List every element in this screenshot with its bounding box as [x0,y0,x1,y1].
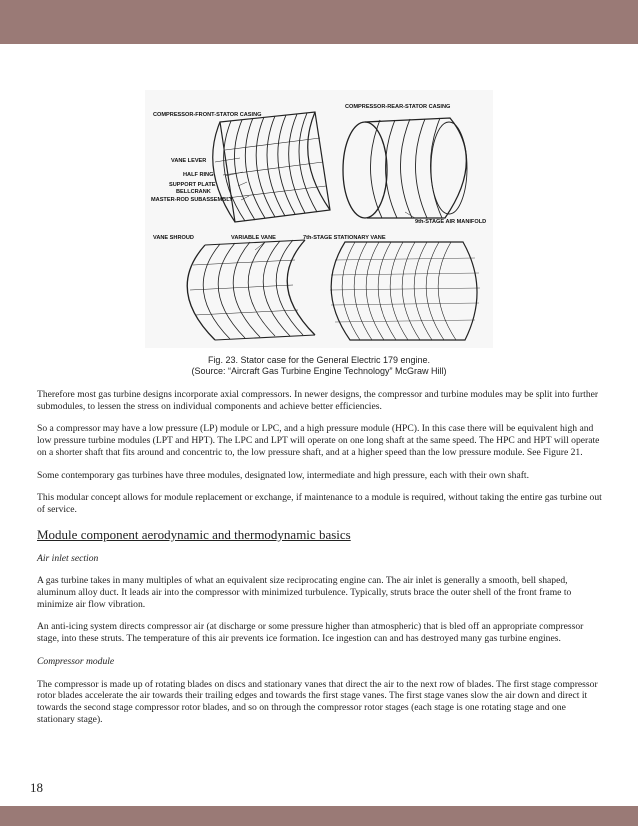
label-support-plate: SUPPORT PLATE [169,182,216,188]
label-vane-lever: VANE LEVER [171,158,207,164]
figure-caption-title: Fig. 23. Stator case for the General Electric 179 engine. [207,355,431,365]
section-heading: Module component aerodynamic and thermodynamic basics [37,526,351,542]
top-band [0,0,638,44]
rear-stator-casing-drawing [343,118,467,218]
label-stationary-vane: 7th-STAGE STATIONARY VANE [303,235,386,241]
paragraph-modular-concept: This modular concept allows for module replacement or exchange, if maintenance to a module is required, without taking the entire gas turbine out of service. [37,492,602,515]
body-text [37,389,603,736]
label-rear-casing: COMPRESSOR-REAR-STATOR CASING [345,104,451,110]
label-half-ring: HALF RING [183,172,214,178]
stationary-vane-drawing [330,242,480,340]
paragraph-air-inlet: A gas turbine takes in many multiples of what an equivalent size reciprocating engine can. The air inlet is generally a smooth, bell shaped, aluminum alloy duct. It leads air into the compressor with minimized turbulence. Typically, struts brace the outer shell of the front frame to minimize air flow vibration. [37,575,572,610]
stator-case-figure [145,90,493,348]
label-variable-vane: VARIABLE VANE [231,235,276,241]
subheading-air-inlet: Air inlet section [37,552,99,564]
paragraph-compressor: The compressor is made up of rotating blades on discs and stationary vanes that direct the air to the next row of blades. The first stage compressor rotor blades accelerate the air towards their trailing edges and towards the first stage vanes. The first stage vanes slow the air down and direct it towards the second stage compressor rotor blades, and so on through the compressor rotor stages (each stage is one rotating stage and one stationary stage). [37,678,598,725]
paragraph-three-modules: Some contemporary gas turbines have three modules, designated low, intermediate and high pressure, each with their own shaft. [37,469,529,481]
front-stator-casing-drawing [213,112,330,222]
bottom-band [0,806,638,826]
figure-caption-source: (Source: “Aircraft Gas Turbine Engine Technology” McGraw Hill) [191,366,447,376]
paragraph-anti-icing: An anti-icing system directs compressor air (at discharge or some pressure higher than atmospheric) that is bled off an appropriate compressor stage, into these struts. The temperature of this air prevents ice formation. Ice ingestion can and has destroyed many gas turbine engines. [37,621,584,645]
label-vane-shroud: VANE SHROUD [153,235,194,241]
subheading-compressor-module: Compressor module [37,655,115,667]
paragraph-lp-hp-modules: So a compressor may have a low pressure (LP) module or LPC, and a high pressure module (HPC). In this case there will be equivalent high and low pressure turbine modules (LPT and HPT). The LPC and LPT will operate on one long shaft at the same speed. The HPC and HPT will operate on a shorter shaft that fits around and concentric to, the low pressure shaft, and at a higher speed than the low pressure module. See Figure 21. [37,423,600,458]
variable-vane-drawing [187,240,315,340]
label-master-rod: MASTER-ROD SUBASSEMBLY [151,197,233,203]
page-number: 18 [30,780,43,795]
paragraph-axial-compressors: Therefore most gas turbine designs incorporate axial compressors. In newer designs, the compressor and turbine modules may be split into further submodules, to lessen the stress on individual components and achieve better efficiencies. [37,389,599,412]
label-front-casing: COMPRESSOR-FRONT-STATOR CASING [153,112,262,118]
label-bellcrank: BELLCRANK [176,189,211,195]
label-air-manifold: 9th-STAGE AIR MANIFOLD [415,219,487,225]
